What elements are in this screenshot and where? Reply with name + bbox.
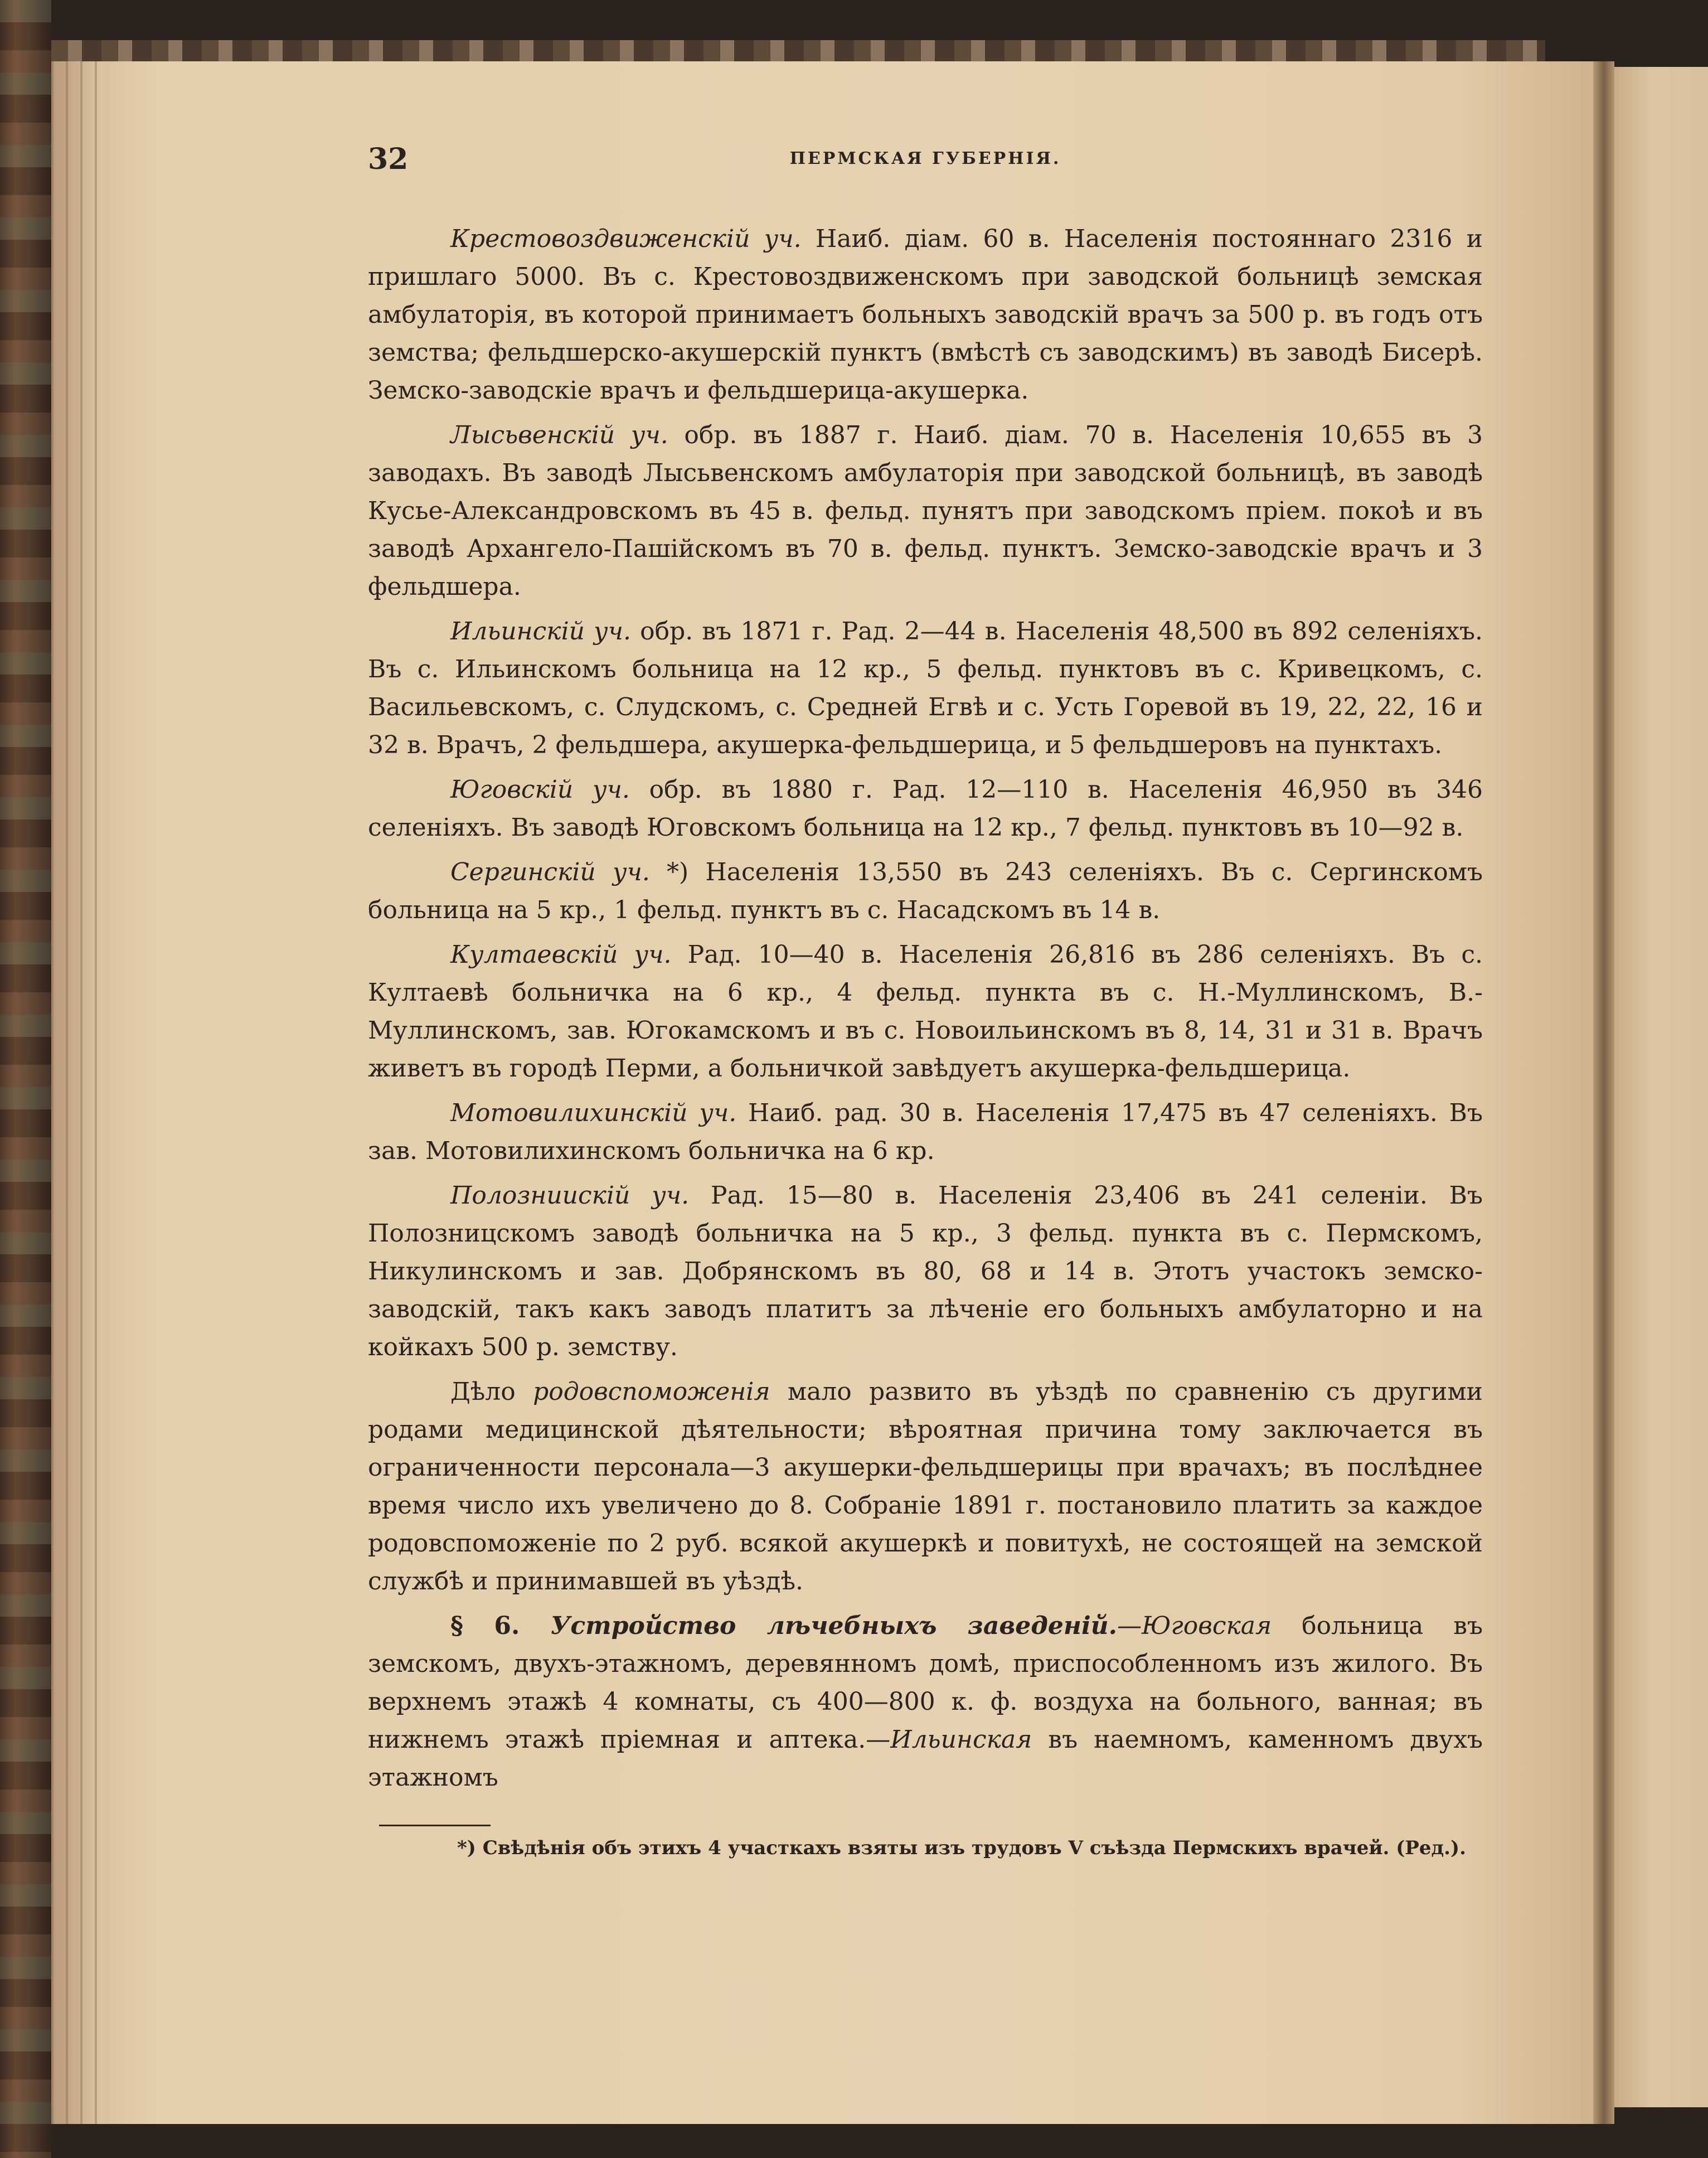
section-number: § 6. <box>450 1612 520 1640</box>
paragraph-serginsky <box>368 853 1483 929</box>
book-spine-edge <box>0 0 51 2158</box>
page-header <box>368 142 1483 187</box>
paragraph-text: больница въ земскомъ, двухъ-этажномъ, деревянномъ домѣ, приспособленномъ изъ жилого. Въ верхнемъ этажѣ 4 комнаты, съ 400—800 к. ф. воздуха на больного, ванная; въ нижнемъ этажѣ пріемная и аптека. <box>368 1612 1483 1754</box>
section-title: Устройство лѣчебныхъ заведеній. <box>520 1612 1117 1640</box>
paragraph-lysvensky <box>368 416 1483 606</box>
paragraph-krestovozdvizhensky <box>368 220 1483 410</box>
paragraph-text: мало развито въ уѣздѣ по сравненію съ другими родами медицинской дѣятельности; вѣроятная причина тому заключается въ ограниченности персонала—3 акушерки-фельдшерицы при врачахъ; въ послѣднее время число ихъ увеличено до 8. Собраніе 1891 г. постановило платить за каждое родовспоможеніе по 2 руб. всякой акушеркѣ и повитухѣ, не состоящей на земской службѣ и принимавшей въ уѣздѣ. <box>368 1378 1483 1596</box>
paragraph-text: Наиб. рад. 30 в. Населенія 17,475 въ 47 селеніяхъ. Въ зав. Мотовилихинскомъ больничка на 6 кр. <box>368 1099 1483 1165</box>
district-label: Крестовоздвиженскій уч. <box>450 225 802 253</box>
district-label: Полозниискій уч. <box>450 1181 690 1210</box>
paragraph-text: *) Населенія 13,550 въ 243 селеніяхъ. Въ с. Сергинскомъ больница на 5 кр., 1 фельд. пунктъ въ с. Насадскомъ въ 14 в. <box>368 858 1483 924</box>
footnote: *) Свѣдѣнія объ этихъ 4 участкахъ взяты изъ трудовъ V съѣзда Пермскихъ врачей. (Ред.). <box>457 1837 1466 1859</box>
district-label: Юговскій уч. <box>450 775 630 804</box>
book-gutter <box>1593 61 1614 2124</box>
paragraph-text: Рад. 15—80 в. Населенія 23,406 въ 241 селеніи. Въ Полозницскомъ заводѣ больничка на 5 кр., 3 фельд. пункта въ с. Пермскомъ, Никулинскомъ и зав. Добрянскомъ въ 80, 68 и 14 в. Этотъ участокъ земско-заводскій, такъ какъ заводъ платитъ за лѣченіе его больныхъ амбулаторно и на койкахъ 500 р. земству. <box>368 1181 1483 1361</box>
hospital-label: —Ильинская <box>866 1725 1032 1754</box>
page-number: 32 <box>368 142 409 176</box>
paragraph-yugovsky <box>368 771 1483 847</box>
paragraph-obstetrics <box>368 1373 1483 1601</box>
page-stack-edges <box>51 61 101 2124</box>
footnote-rule <box>379 1825 491 1826</box>
facing-page-edge <box>1614 67 1708 2107</box>
paragraph-section-6 <box>368 1607 1483 1797</box>
paragraph-text: Рад. 10—40 в. Населенія 26,816 въ 286 селеніяхъ. Въ с. Култаевѣ больничка на 6 кр., 4 фельд. пункта въ с. Н.-Муллинскомъ, В.-Муллинскомъ, зав. Югокамскомъ и въ с. Новоильинскомъ въ 8, 14, 31 и 31 в. Врачъ живетъ въ городѣ Перми, а больничкой завѣдуетъ акушерка-фельдшерица. <box>368 940 1483 1083</box>
running-head: ПЕРМСКАЯ ГУБЕРНІЯ. <box>789 149 1061 168</box>
district-label: Ильинскій уч. <box>450 617 632 646</box>
paragraph-prefix: Дѣло <box>450 1378 533 1406</box>
district-label: Култаевскій уч. <box>450 940 672 969</box>
page-content <box>368 142 1483 1863</box>
topic-label: родовспоможенія <box>533 1378 770 1406</box>
paragraph-text: обр. въ 1887 г. Наиб. діам. 70 в. Населенія 10,655 въ 3 заводахъ. Въ заводѣ Лысьвенскомъ амбулаторія при заводской больницѣ, въ заводѣ Кусье-Александровскомъ въ 45 в. фельд. пунятъ при заводскомъ пріем. покоѣ и въ заводѣ Архангело-Пашійскомъ въ 70 в. фельд. пунктъ. Земско-заводскіе врачъ и 3 фельдшера. <box>368 421 1483 601</box>
paragraph-ilyinsky <box>368 613 1483 764</box>
paragraph-motovilikhinsky <box>368 1094 1483 1170</box>
paragraph-text: обр. въ 1871 г. Рад. 2—44 в. Населенія 48,500 въ 892 селеніяхъ. Въ с. Ильинскомъ больница на 12 кр., 5 фельд. пунктовъ въ с. Кривецкомъ, с. Васильевскомъ, с. Слудскомъ, с. Средней Егвѣ и с. Усть Горевой въ 19, 22, 22, 16 и 32 в. Врачъ, 2 фельдшера, акушерка-фельдшерица, и 5 фельдшеровъ на пунктахъ. <box>368 617 1483 759</box>
district-label: Мотовилихинскій уч. <box>450 1099 737 1127</box>
hospital-label: —Юговская <box>1117 1612 1272 1640</box>
district-label: Лысьвенскій уч. <box>450 421 668 449</box>
paragraph-text: обр. въ 1880 г. Рад. 12—110 в. Населенія 46,950 въ 346 селеніяхъ. Въ заводѣ Юговскомъ больница на 12 кр., 7 фельд. пунктовъ въ 10—92 в. <box>368 775 1483 842</box>
district-label: Сергинскій уч. <box>450 858 650 886</box>
paragraph-poloznissky <box>368 1177 1483 1366</box>
paragraph-kultaevsky <box>368 936 1483 1088</box>
paragraph-text: Наиб. діам. 60 в. Населенія постояннаго 2316 и пришлаго 5000. Въ с. Крестовоздвиженскомъ при заводской больницѣ земская амбулаторія, въ которой принимаетъ больныхъ заводскій врачъ за 500 р. въ годъ отъ земства; фельдшерско-акушерскій пунктъ (вмѣстѣ съ заводскимъ) въ заводѣ Бисерѣ. Земско-заводскіе врачъ и фельдшерица-акушерка. <box>368 225 1483 405</box>
paragraph-text: въ наемномъ, каменномъ двухъ этажномъ <box>368 1725 1483 1792</box>
